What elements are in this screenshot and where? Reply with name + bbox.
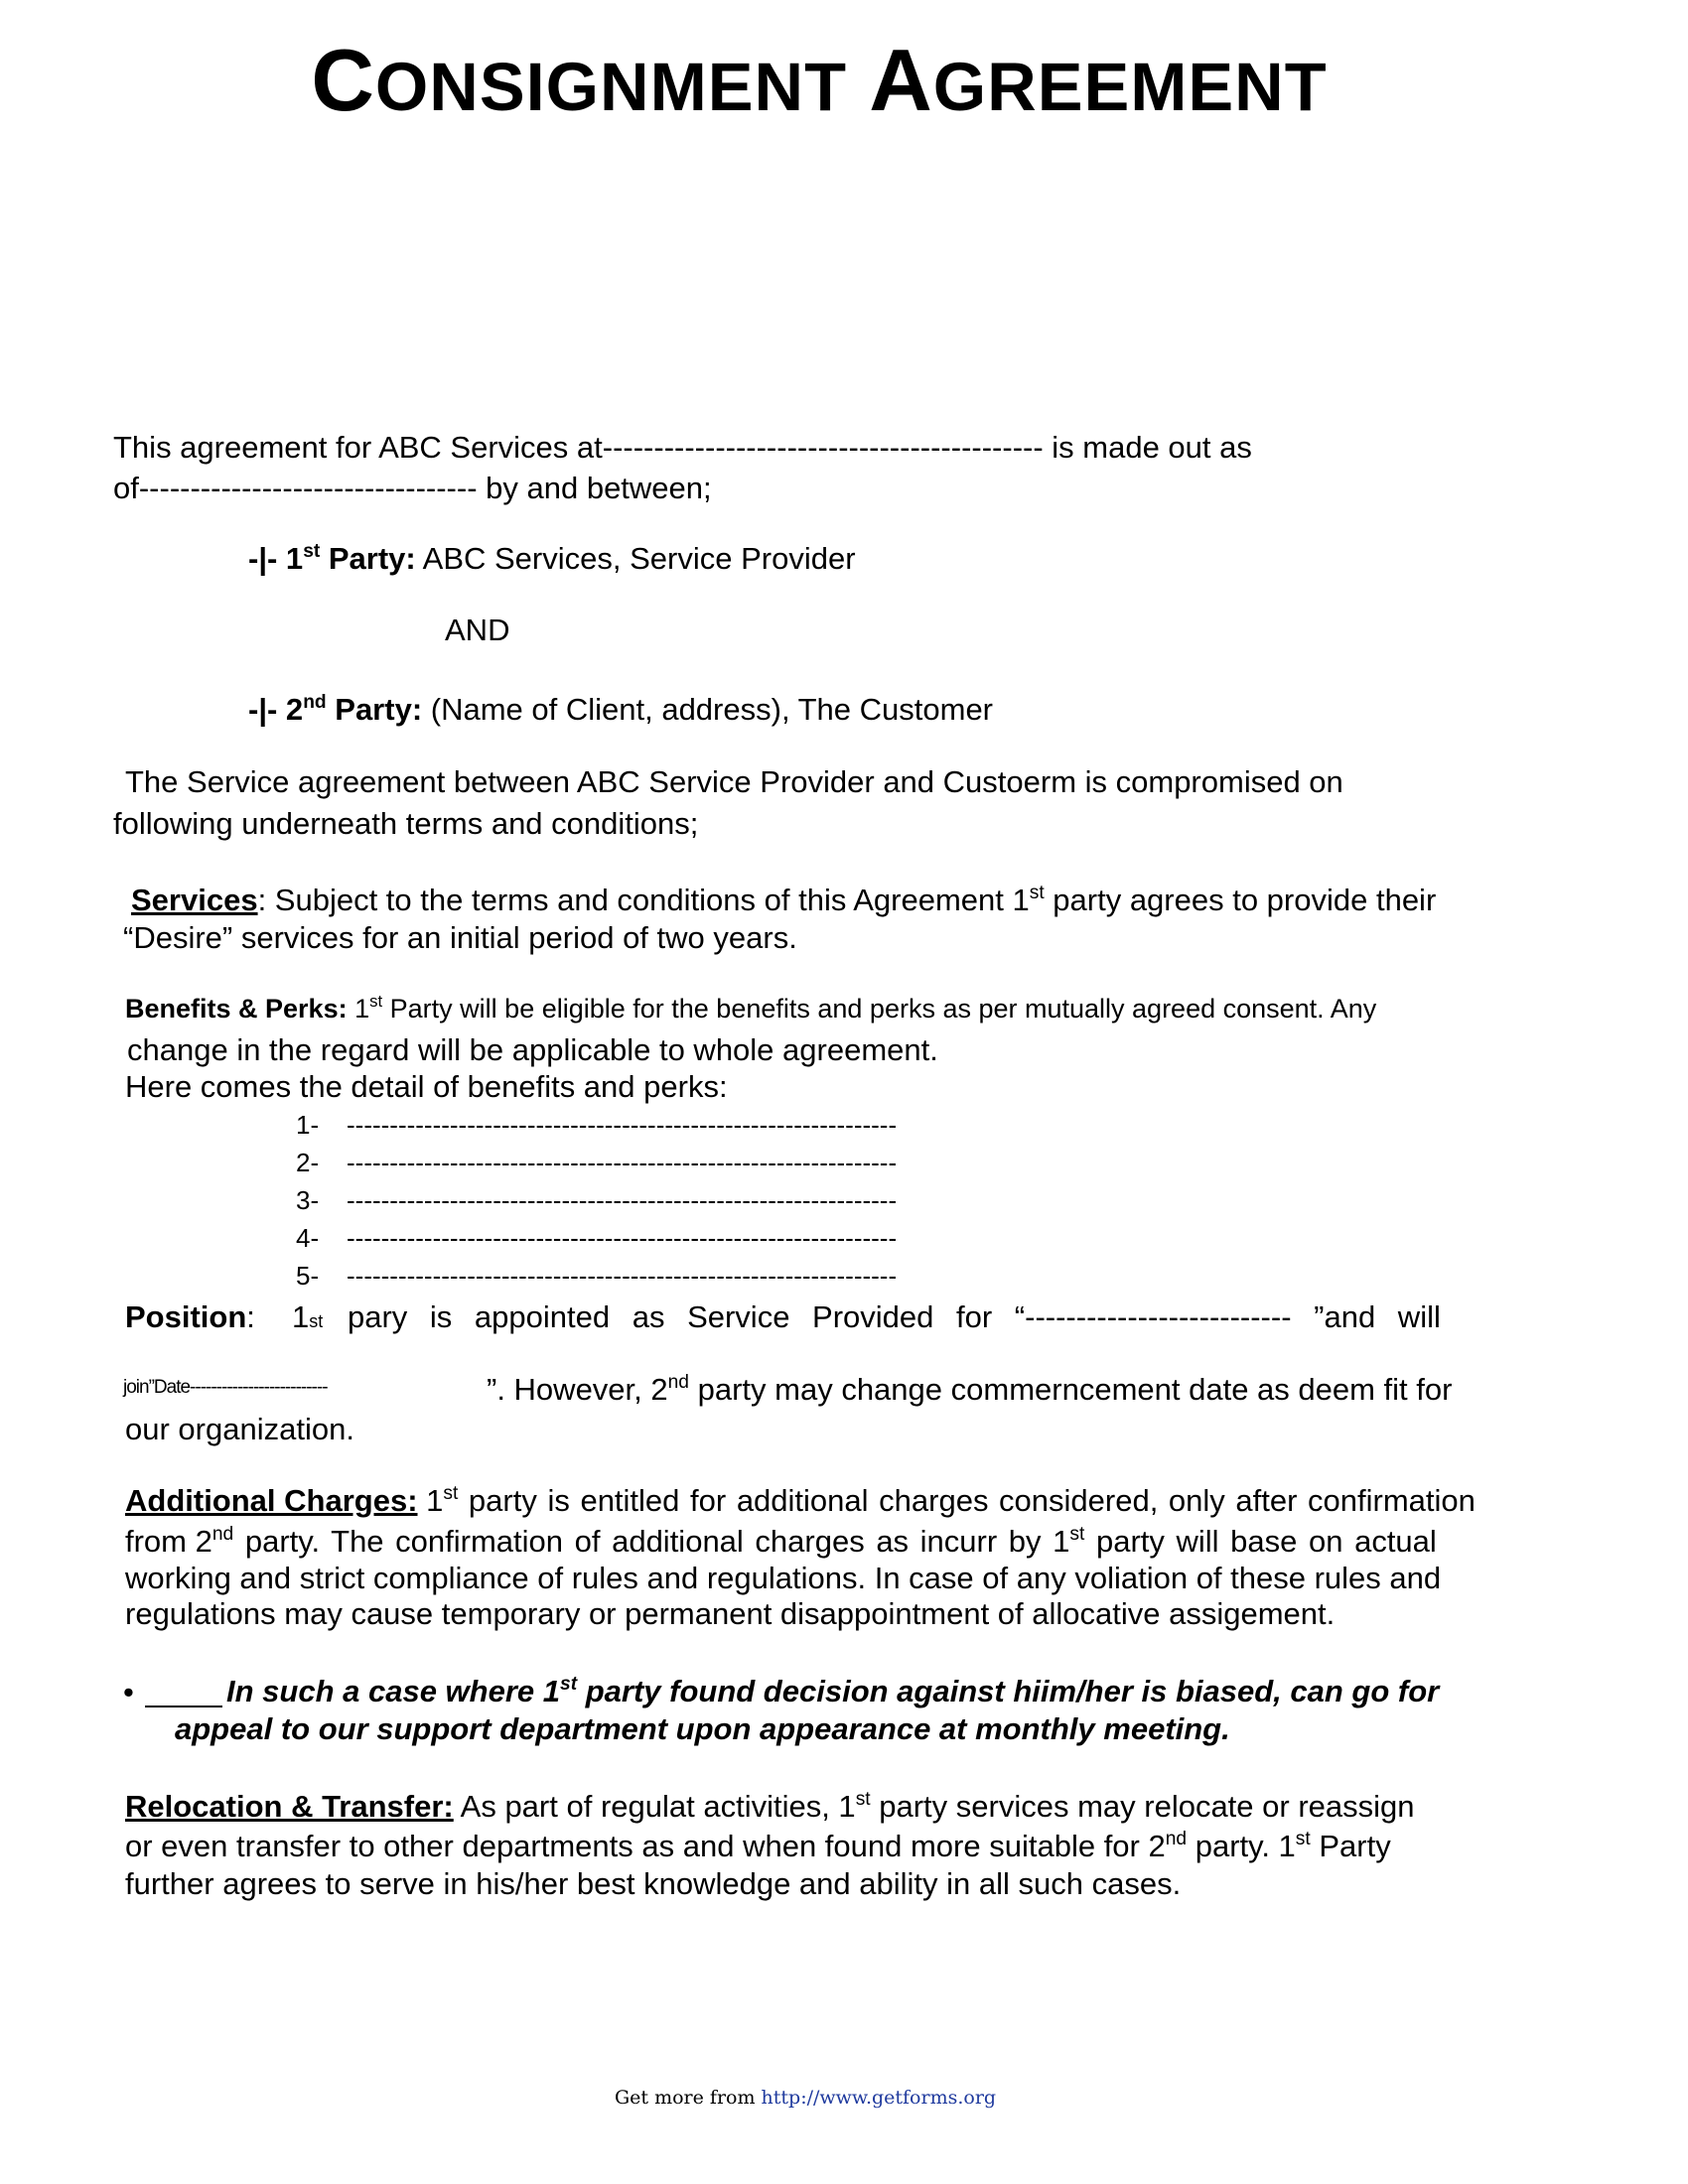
position-heading-line	[125, 1299, 255, 1335]
additional-text-a: 1	[417, 1483, 444, 1518]
relocation-line-2	[125, 1829, 1391, 1864]
additional-sup: st	[443, 1482, 459, 1504]
services-line-2: “Desire” services for an initial period of two years.	[123, 920, 797, 955]
additional-line-2-a: from 2	[125, 1524, 212, 1559]
footer	[615, 2087, 996, 2109]
benefits-line-1	[125, 994, 1376, 1024]
title-cap-2: A	[869, 31, 933, 129]
position-join-date: join”Date--------------------------	[123, 1377, 328, 1398]
benefit-item-blank: ----------------------------------------------------------------	[347, 1185, 898, 1215]
benefits-sup: st	[369, 992, 383, 1012]
benefit-item-number: 5-	[296, 1261, 320, 1291]
relocation-text-b: party services may relocate or reassign	[870, 1789, 1415, 1824]
footer-link[interactable]: http://www.getforms.org	[761, 2087, 997, 2109]
title-rest-2: GREEMENT	[932, 49, 1328, 125]
position-line-2-text-a: ”. However, 2	[487, 1372, 668, 1407]
additional-line-2	[125, 1524, 1437, 1560]
additional-line-2-sup-2: st	[1069, 1523, 1085, 1545]
position-line-2	[487, 1372, 1452, 1408]
benefits-line-2: change in the regard will be applicable to whole agreement.	[127, 1032, 938, 1067]
additional-text-b: party is entitled for additional charges considered, only after confirmation	[458, 1483, 1476, 1518]
party-2-line	[248, 692, 993, 728]
relocation-line-2-c: Party	[1310, 1829, 1391, 1863]
title-cap-1: C	[311, 31, 375, 129]
benefit-item-blank: ----------------------------------------------------------------	[347, 1110, 898, 1140]
services-sup: st	[1029, 882, 1045, 903]
service-agreement-line-2: following underneath terms and conditions;	[113, 806, 699, 841]
party-2-text: (Name of Client, address), The Customer	[422, 692, 994, 727]
bullet-symbol: •	[123, 1675, 134, 1709]
benefits-text-b: Party will be eligible for the benefits and perks as per mutually agreed consent. Any	[382, 994, 1377, 1024]
footer-text: Get more from	[615, 2087, 762, 2109]
position-line-2-sup: nd	[667, 1371, 689, 1393]
party-2-prefix: -|- 2	[248, 692, 304, 727]
position-sub: st	[309, 1311, 324, 1331]
services-line-1	[131, 883, 1436, 918]
benefits-heading: Benefits & Perks:	[125, 994, 348, 1024]
bullet-line-2: appeal to our support department upon appearance at monthly meeting.	[175, 1711, 1230, 1746]
party-2-label: Party:	[326, 692, 423, 727]
additional-heading: Additional Charges:	[125, 1483, 418, 1518]
benefit-item-number: 4-	[296, 1223, 320, 1253]
and-text: AND	[445, 613, 510, 647]
position-ordinal	[292, 1299, 323, 1335]
relocation-line-2-a: or even transfer to other departments as and when found more suitable for 2	[125, 1829, 1166, 1863]
relocation-line-1	[125, 1789, 1415, 1825]
intro-line-1: This agreement for ABC Services at------------------------------------------- is made out as	[113, 430, 1252, 465]
additional-line-2-b: party. The confirmation of additional charges as incurr by 1	[233, 1524, 1070, 1559]
position-line-1-text: pary is appointed as Service Provided for “-------------------------- ”and will	[348, 1299, 1441, 1334]
additional-line-1	[125, 1483, 1476, 1519]
service-agreement-line-1: The Service agreement between ABC Service Provider and Custoerm is compromised on	[125, 764, 1343, 799]
relocation-text-a: As part of regulat activities, 1	[453, 1789, 856, 1824]
bullet-underline	[145, 1706, 222, 1707]
bullet-line-1-sup: st	[560, 1673, 578, 1695]
benefit-item-number: 1-	[296, 1110, 320, 1140]
benefits-text-a: 1	[347, 994, 370, 1024]
benefit-item-blank: ----------------------------------------------------------------	[347, 1261, 898, 1291]
document-title	[0, 30, 1638, 131]
position-line-1	[348, 1299, 1534, 1335]
bullet-line-1-b: party found decision against hiim/her is biased, can go for	[577, 1674, 1440, 1708]
party-1-line	[248, 541, 856, 577]
relocation-line-2-sup-2: st	[1295, 1828, 1311, 1849]
benefit-item-number: 3-	[296, 1185, 320, 1215]
position-heading: Position	[125, 1299, 247, 1334]
additional-line-2-sup: nd	[211, 1523, 234, 1545]
title-rest-1: ONSIGNMENT	[374, 49, 848, 125]
additional-line-2-c: party will base on actual	[1084, 1524, 1437, 1559]
bullet-line-1	[226, 1674, 1439, 1709]
benefit-item-number: 2-	[296, 1148, 320, 1177]
relocation-sup: st	[855, 1788, 871, 1810]
bullet-line-1-a: In such a case where 1	[226, 1674, 561, 1708]
additional-line-3: working and strict compliance of rules and regulations. In case of any voliation of these rules and	[125, 1561, 1442, 1595]
position-colon: :	[246, 1299, 255, 1334]
benefits-line-3: Here comes the detail of benefits and perks:	[125, 1069, 728, 1104]
position-one: 1	[292, 1299, 310, 1334]
relocation-line-2-sup: nd	[1165, 1828, 1188, 1849]
relocation-line-3: further agrees to serve in his/her best knowledge and ability in all such cases.	[125, 1866, 1182, 1901]
party-1-text: ABC Services, Service Provider	[415, 541, 856, 576]
intro-line-2: of--------------------------------- by and between;	[113, 471, 712, 505]
position-line-3: our organization.	[125, 1412, 354, 1446]
party-1-prefix: -|- 1	[248, 541, 304, 576]
position-line-2-text-b: party may change commerncement date as deem fit for	[689, 1372, 1453, 1407]
party-1-label: Party:	[320, 541, 416, 576]
services-text-a: : Subject to the terms and conditions of this Agreement 1	[257, 883, 1030, 917]
additional-line-4: regulations may cause temporary or permanent disappointment of allocative assigement.	[125, 1596, 1336, 1631]
benefit-item-blank: ----------------------------------------------------------------	[347, 1148, 898, 1177]
benefit-item-blank: ----------------------------------------------------------------	[347, 1223, 898, 1253]
party-2-sup: nd	[303, 691, 327, 713]
party-1-sup: st	[303, 540, 321, 562]
services-text-b: party agrees to provide their	[1044, 883, 1437, 917]
relocation-heading: Relocation & Transfer:	[125, 1789, 454, 1824]
services-heading: Services	[131, 883, 258, 917]
relocation-line-2-b: party. 1	[1187, 1829, 1296, 1863]
